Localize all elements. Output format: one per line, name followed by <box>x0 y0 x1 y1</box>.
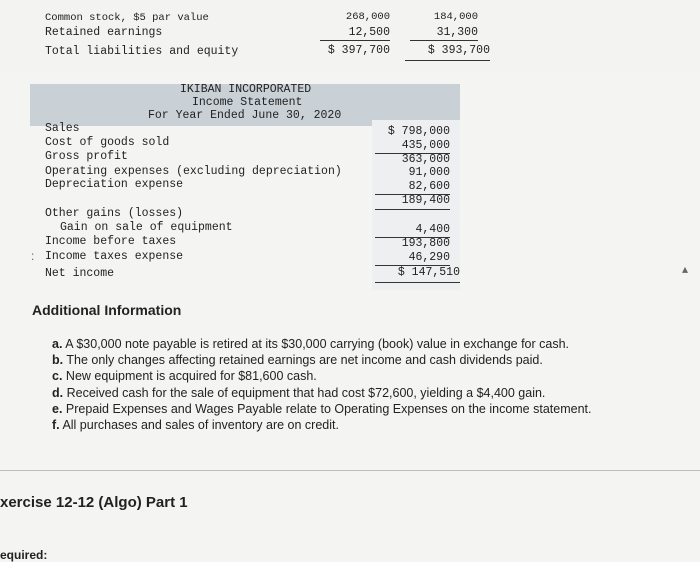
list-item <box>52 336 591 352</box>
bs-total-prior: $ 393,700 <box>405 44 490 61</box>
bs-retained-earnings-prior: 31,300 <box>410 26 478 41</box>
income-statement-title: Income Statement <box>192 96 303 109</box>
list-item <box>52 385 591 401</box>
is-value-gross-profit: 363,000 <box>401 153 450 166</box>
is-label-operating-expenses: Operating expenses (excluding depreciation) <box>45 165 342 178</box>
is-label-income-taxes: Income taxes expense <box>45 250 184 263</box>
cursor-icon: ▴ <box>682 262 689 276</box>
is-value-total-expenses: 189,400 <box>375 194 450 210</box>
item-text: A $30,000 note payable is retired at its $30,000 carrying (book) value in exchange for cash. <box>65 337 570 351</box>
bs-label-common-stock: Common stock, $5 par value <box>45 12 209 24</box>
is-label-gain-on-sale: Gain on sale of equipment <box>60 221 233 234</box>
list-item <box>52 368 591 384</box>
bullet-icon: : <box>31 249 35 263</box>
item-text: New equipment is acquired for $81,600 cash. <box>65 369 317 384</box>
bs-label-total-liabilities-equity: Total liabilities and equity <box>45 45 239 58</box>
bs-label-retained-earnings: Retained earnings <box>45 26 163 39</box>
item-letter: d. <box>52 385 64 400</box>
item-letter: f. <box>52 418 60 433</box>
is-value-sales: $ 798,000 <box>387 125 450 138</box>
is-label-other-gains: Other gains (losses) <box>45 207 184 220</box>
item-letter: e. <box>52 401 63 416</box>
bs-common-stock-current: 268,000 <box>345 11 390 23</box>
item-letter: b. <box>52 353 64 368</box>
income-statement-period: For Year Ended June 30, 2020 <box>148 109 342 122</box>
income-statement-company: IKIBAN INCORPORATED <box>180 83 312 96</box>
bs-retained-earnings-current: 12,500 <box>320 26 390 41</box>
is-label-gross-profit: Gross profit <box>45 150 128 163</box>
is-label-sales: Sales <box>45 122 80 135</box>
is-value-income-before-taxes: 193,800 <box>401 237 450 250</box>
bs-common-stock-prior: 184,000 <box>433 11 478 23</box>
bs-total-current: $ 397,700 <box>327 44 390 57</box>
is-value-operating-expenses: 91,000 <box>408 166 450 179</box>
item-text: The only changes affecting retained earnings are net income and cash dividends paid. <box>66 353 543 368</box>
item-text: Received cash for the sale of equipment that had cost $72,600, yielding a $4,400 gain. <box>66 385 546 400</box>
item-text: Prepaid Expenses and Wages Payable relate to Operating Expenses on the income statement. <box>65 401 592 416</box>
is-value-net-income: $ 147,510 <box>375 266 460 283</box>
exercise-title: xercise 12-12 (Algo) Part 1 <box>0 494 188 511</box>
list-item <box>52 352 591 368</box>
is-label-cogs: Cost of goods sold <box>45 136 170 149</box>
list-item <box>52 401 591 417</box>
is-value-income-taxes: 46,290 <box>375 251 450 266</box>
is-value-cogs: 435,000 <box>375 139 450 154</box>
is-value-gain-on-sale: 4,400 <box>375 223 450 238</box>
additional-information-title: Additional Information <box>32 302 182 318</box>
section-divider <box>0 470 700 471</box>
additional-information-list <box>52 336 591 433</box>
item-letter: c. <box>52 369 63 384</box>
item-letter: a. <box>52 337 63 351</box>
is-value-depreciation: 82,600 <box>375 180 450 195</box>
required-label: equired: <box>0 548 48 562</box>
item-text: All purchases and sales of inventory are on credit. <box>62 418 339 433</box>
is-label-depreciation: Depreciation expense <box>45 178 184 191</box>
list-item <box>52 417 591 433</box>
is-label-net-income: Net income <box>45 267 115 280</box>
is-label-income-before-taxes: Income before taxes <box>45 235 177 248</box>
